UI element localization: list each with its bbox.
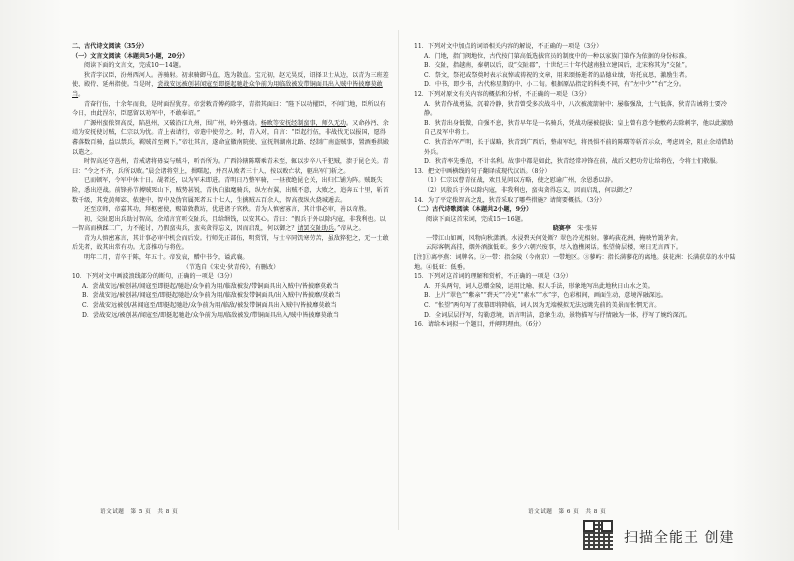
left-page <box>72 42 390 320</box>
question-12-option-c: C．狄青治军严明，长于谋略，狄青到广西后，整肃军纪，将畏惧不前的陈曙等斩首示众，考虑周全，阻止余靖借助外兵。 <box>424 138 734 156</box>
scanner-brand-label: 扫描全能王 创建 <box>624 530 735 546</box>
question-13-part-2: （2）贝殷兵于外以除内寇，非我利也，蛮夷贪得忘义，因而启乱，何以御之？ <box>424 186 636 194</box>
question-11-stem: 11．下列对文中加点的词语相关内容的解说，不正确的一项是（3分） <box>414 43 603 50</box>
question-12-stem: 12．下列对原文有关内容的概括和分析，不正确的一项是（3分） <box>414 90 591 98</box>
page-fold-divider <box>398 30 399 530</box>
question-15-stem: 15．下列对这首词的理解和赏析，不正确的一项是（3分） <box>414 273 572 281</box>
question-15-option-d: D．全词层层抒写，勾勒意境，语言明洁，意象生动，景物描写与抒情融为一体，抒写了婉约深沉。 <box>424 311 691 319</box>
qr-code-icon <box>583 520 613 550</box>
question-10-stem: 10．下列对文中画波浪线部分的断句，正确的一项是（3分） <box>72 273 236 281</box>
poem-notes: [注]①离亭燕：词牌名。②一带：指金陵（今南京）一带地区。③蓼屿：指长满蓼花的离地。荻花洲：长满获草的水中陆地。④低亚：低垂。 <box>414 254 736 271</box>
question-11-option-a: A．门地，指门阀地位，古代按门第高低选拔官员的制度中的一种以家族门第作为依据的身份标准。 <box>424 52 691 60</box>
subsection-title: （一）文言文阅读（本题共5小题，20分） <box>72 52 189 60</box>
question-13-stem: 13．把文中画横线的句子翻译成现代汉语。（8分） <box>414 167 551 175</box>
poem-section-title: （二）古代诗歌阅读（本题共2小题，9分） <box>414 206 533 214</box>
question-14-stem: 14．为了平定侬智高之乱，狄青采取了哪些措施？请简要概括。（3分） <box>414 196 606 204</box>
question-16-stem: 16．请给本词拟一个题目，并阐明理由。（6分） <box>414 321 545 329</box>
question-15-option-a: A．开头两句，词人总赠金陵，运用比喻、拟人手法，形象地写出此地秋日山水之美。 <box>424 282 654 290</box>
wavy-underline-text: 尝战安远被创甚闻寇至即挺起驰赴众争前为用临敌被发带铜面具出入贼中皆披靡莫敢当 <box>72 81 383 98</box>
poem-intro: 阅读下面这首宋词，完成15～16题。 <box>426 215 527 223</box>
question-15-option-b: B．上片“翠色”“紫亲”“碧天”“冷光”“素水”“水”字，色彩相间，画面生动，意境浑融深远。 <box>424 292 667 300</box>
question-10-option-a: A．尝战安远/被创甚/闻寇至即挺起/驰赴/众争前为用/临敌被发/带铜面具出入贼中/皆披靡莫敢当 <box>82 282 339 290</box>
right-page <box>414 42 736 330</box>
passage-paragraph: 狄青字汉臣，汾州西河人。善骑射。初隶骑御马直，选为散直。宝元初，赵元昊反，诏择卫士从边，以青为三班差使、殿侍、延州指使。当是时，尝战安远被创甚闻寇至即挺起驰赴众争前为用临敌被发带铜面具出入贼中皆披靡莫敢当。 <box>72 71 389 98</box>
question-15-option-c: C．“怅望”两句写了夜幕即将降临，词人因为无端模拟无法远眺先前的美景而怅惘无言。 <box>424 302 661 310</box>
passage-paragraph: 已而顿军，令军中休十日。觇者还，以为军未即进。青明日乃整军骑，一昼夜绝昆仑关，出归仁铺为阵。贼既失险，悉出逆战。前锋孙节搏贼死山下，贼势甚锐，青执白旗麾骑兵，纵左右翼，出贼不意，大败之，追奔五十里，斩首数千级，其党黄师宓、侬建中、智中及伪官属死者五十七人，生擒贼五百余人，智高夜纵火烧城遁去。 <box>72 177 389 204</box>
underlined-sentence: 请罢交阯助兵 <box>297 225 335 233</box>
passage-paragraph: 时智高还守邕州，青戒诸将毋妄与贼斗，听吾所为。广西钤辖陈曙乘青未至，辄以步卒八千犯贼，溃于昆仑关。青曰：“令之不齐，兵所以败。”晨会诸将堂上，揖曙起，并召从败者三十人，按以败亡状，驱出军门斩之。 <box>72 158 389 175</box>
poem-line: 一带江山如画，风物向秋潇洒。水浸碧天何处断？翠色冷光相射。蓼屿荻花洲，掩映竹篱茅舍。 <box>426 234 682 242</box>
poem-author: 宋·张昇 <box>577 225 598 233</box>
question-12-option-d: D．狄青率先垂范，不计名利。故事中都是如此，狄青经常冲锋在前，战后又把功劳让给将佐，令将士们敬服。 <box>424 158 722 166</box>
passage-paragraph: 青奋行伍，十余年而贵，是时面涅犹存。帝尝敕青傅药除字，青指其面曰：“陛下以功擢臣，不问门地，臣所以有今日，由此涅尔，臣愿留以劝军中，不敢奉诏。” <box>72 100 386 118</box>
question-10-option-d: D．尝战安远/被创甚/闻寇至/即挺起驰赴/众争前为用/临敌被发/带铜面具出入/贼中皆披靡莫敢当 <box>82 311 339 319</box>
passage-paragraph: 广源州蛮侬智高反，陷邕州，又破沿江九州，围广州，岭外骚动。杨畋等安抚经制蛮事，师久无功。又命孙沔、余靖为安抚使讨贼，仁宗以为忧。青上表请行，帝遣中使劳之。时，青入对，自言：“臣起行伍，非战伐无以报国，愿得蕃落数百骑，益以禁兵，羁贼首至阙下。”帝壮其言，遂命宣徽南院使、宣抚荆湖南北路、经制广南盗贼事，置酒垂拱殿以遣之。 <box>72 119 389 156</box>
passage-source: （节选自《宋史·狄青传》，有删改） <box>182 263 280 271</box>
question-12-option-a: A．狄青作战勇猛，沉着冷静，狄青曾受多次战斗中，八次被流箭射中；屡临强敌，士气低落，狄青告诫将士要冷静。 <box>424 100 727 118</box>
section-title: 二、古代诗文阅读（35分） <box>72 43 148 50</box>
passage-paragraph: 青为人慎密寡言，其计事必审中机会而后发。行师先正部伍，明赏罚，与士卒同饥寒劳苦，虽敌猝犯之，无一士敢后先者，故其出常有功。尤喜推功与将佐。 <box>72 234 389 252</box>
page-footer-left: 语文试题 第 5 页 共 8 页 <box>100 509 179 515</box>
passage-paragraph: 明年二月，青卒于陈，年五十。帝发哀，赠中书令，谥武襄。 <box>84 254 249 262</box>
poem-title: 晓赛亭 <box>552 225 571 233</box>
reading-intro: 阅读下面的文言文，完成10～14题。 <box>84 62 185 70</box>
question-10-option-c: C．尝战安远被创/甚闻寇至/即挺起驰赴/众争前为用/临敌/被发带铜面具出入贼中/皆披靡莫敢当 <box>82 302 337 310</box>
page-footer-right: 语文试题 第 6 页 共 8 页 <box>528 509 607 515</box>
poem-heading <box>414 224 736 234</box>
underlined-sentence: 杨畋等安抚经制蛮事，师久无功 <box>260 119 347 127</box>
question-11-option-c: C．祭文，祭祀或祭奠时表示哀悼或祷祝的文章，用来颂扬逝者的品德业绩，寄托哀思，激励生者。 <box>424 71 691 79</box>
question-12-option-b: B．狄青出身低微，自强不息，狄青早年是一名骑兵，凭战功屡被提拔；皇上曾有意令他敷药去除刺字，他以此激励自己及军中将士。 <box>424 119 734 137</box>
passage-paragraph: 还至京师，帝嘉其功，拜枢密使，赐第敦教坊，优进诸子官秩。青为人慎密寡言，其计事必审，善以奇胜。 <box>84 206 371 214</box>
question-11-option-b: B．交阯，指越南，秦朝以后，设“交阯郡”，十世纪三十年代越南独立建国后，北宋称其为“交阯”。 <box>424 62 691 70</box>
poem-line: 云际客帆高挂，烟外酒旗低亚。多少六朝兴废事，尽入渔樵闲话。怅望倚层楼，寒日无言西下。 <box>426 244 682 252</box>
question-10-option-b: B．尝战安远/被创甚/闻寇至/即挺起驰赴/众争前为用/临敌被发带铜面具/出入贼中/皆披靡/莫敢当 <box>82 292 341 300</box>
question-13-part-1: （1）仁宗以曹青征战，欢且见问以方略，使之慰谕广州，余恩悉以辞。 <box>424 177 617 185</box>
question-11-option-d: D．中书，即少书，古代称星期的中、小二旬。根据原品指定的科类不同，有“左中少”“右”之分。 <box>424 81 686 89</box>
passage-paragraph: 初，交阯愿出兵助讨智高，余靖言宜听交阯兵，且给缗钱，以安其心。青曰：“假兵于外以除内寇，非我利也。以一智高而横蹂二广，力不能讨，乃假蛮夷兵，蛮夷贪得忘义，因而启乱，何以御之？请罢交阯助兵。”帝从之。 <box>72 215 386 233</box>
